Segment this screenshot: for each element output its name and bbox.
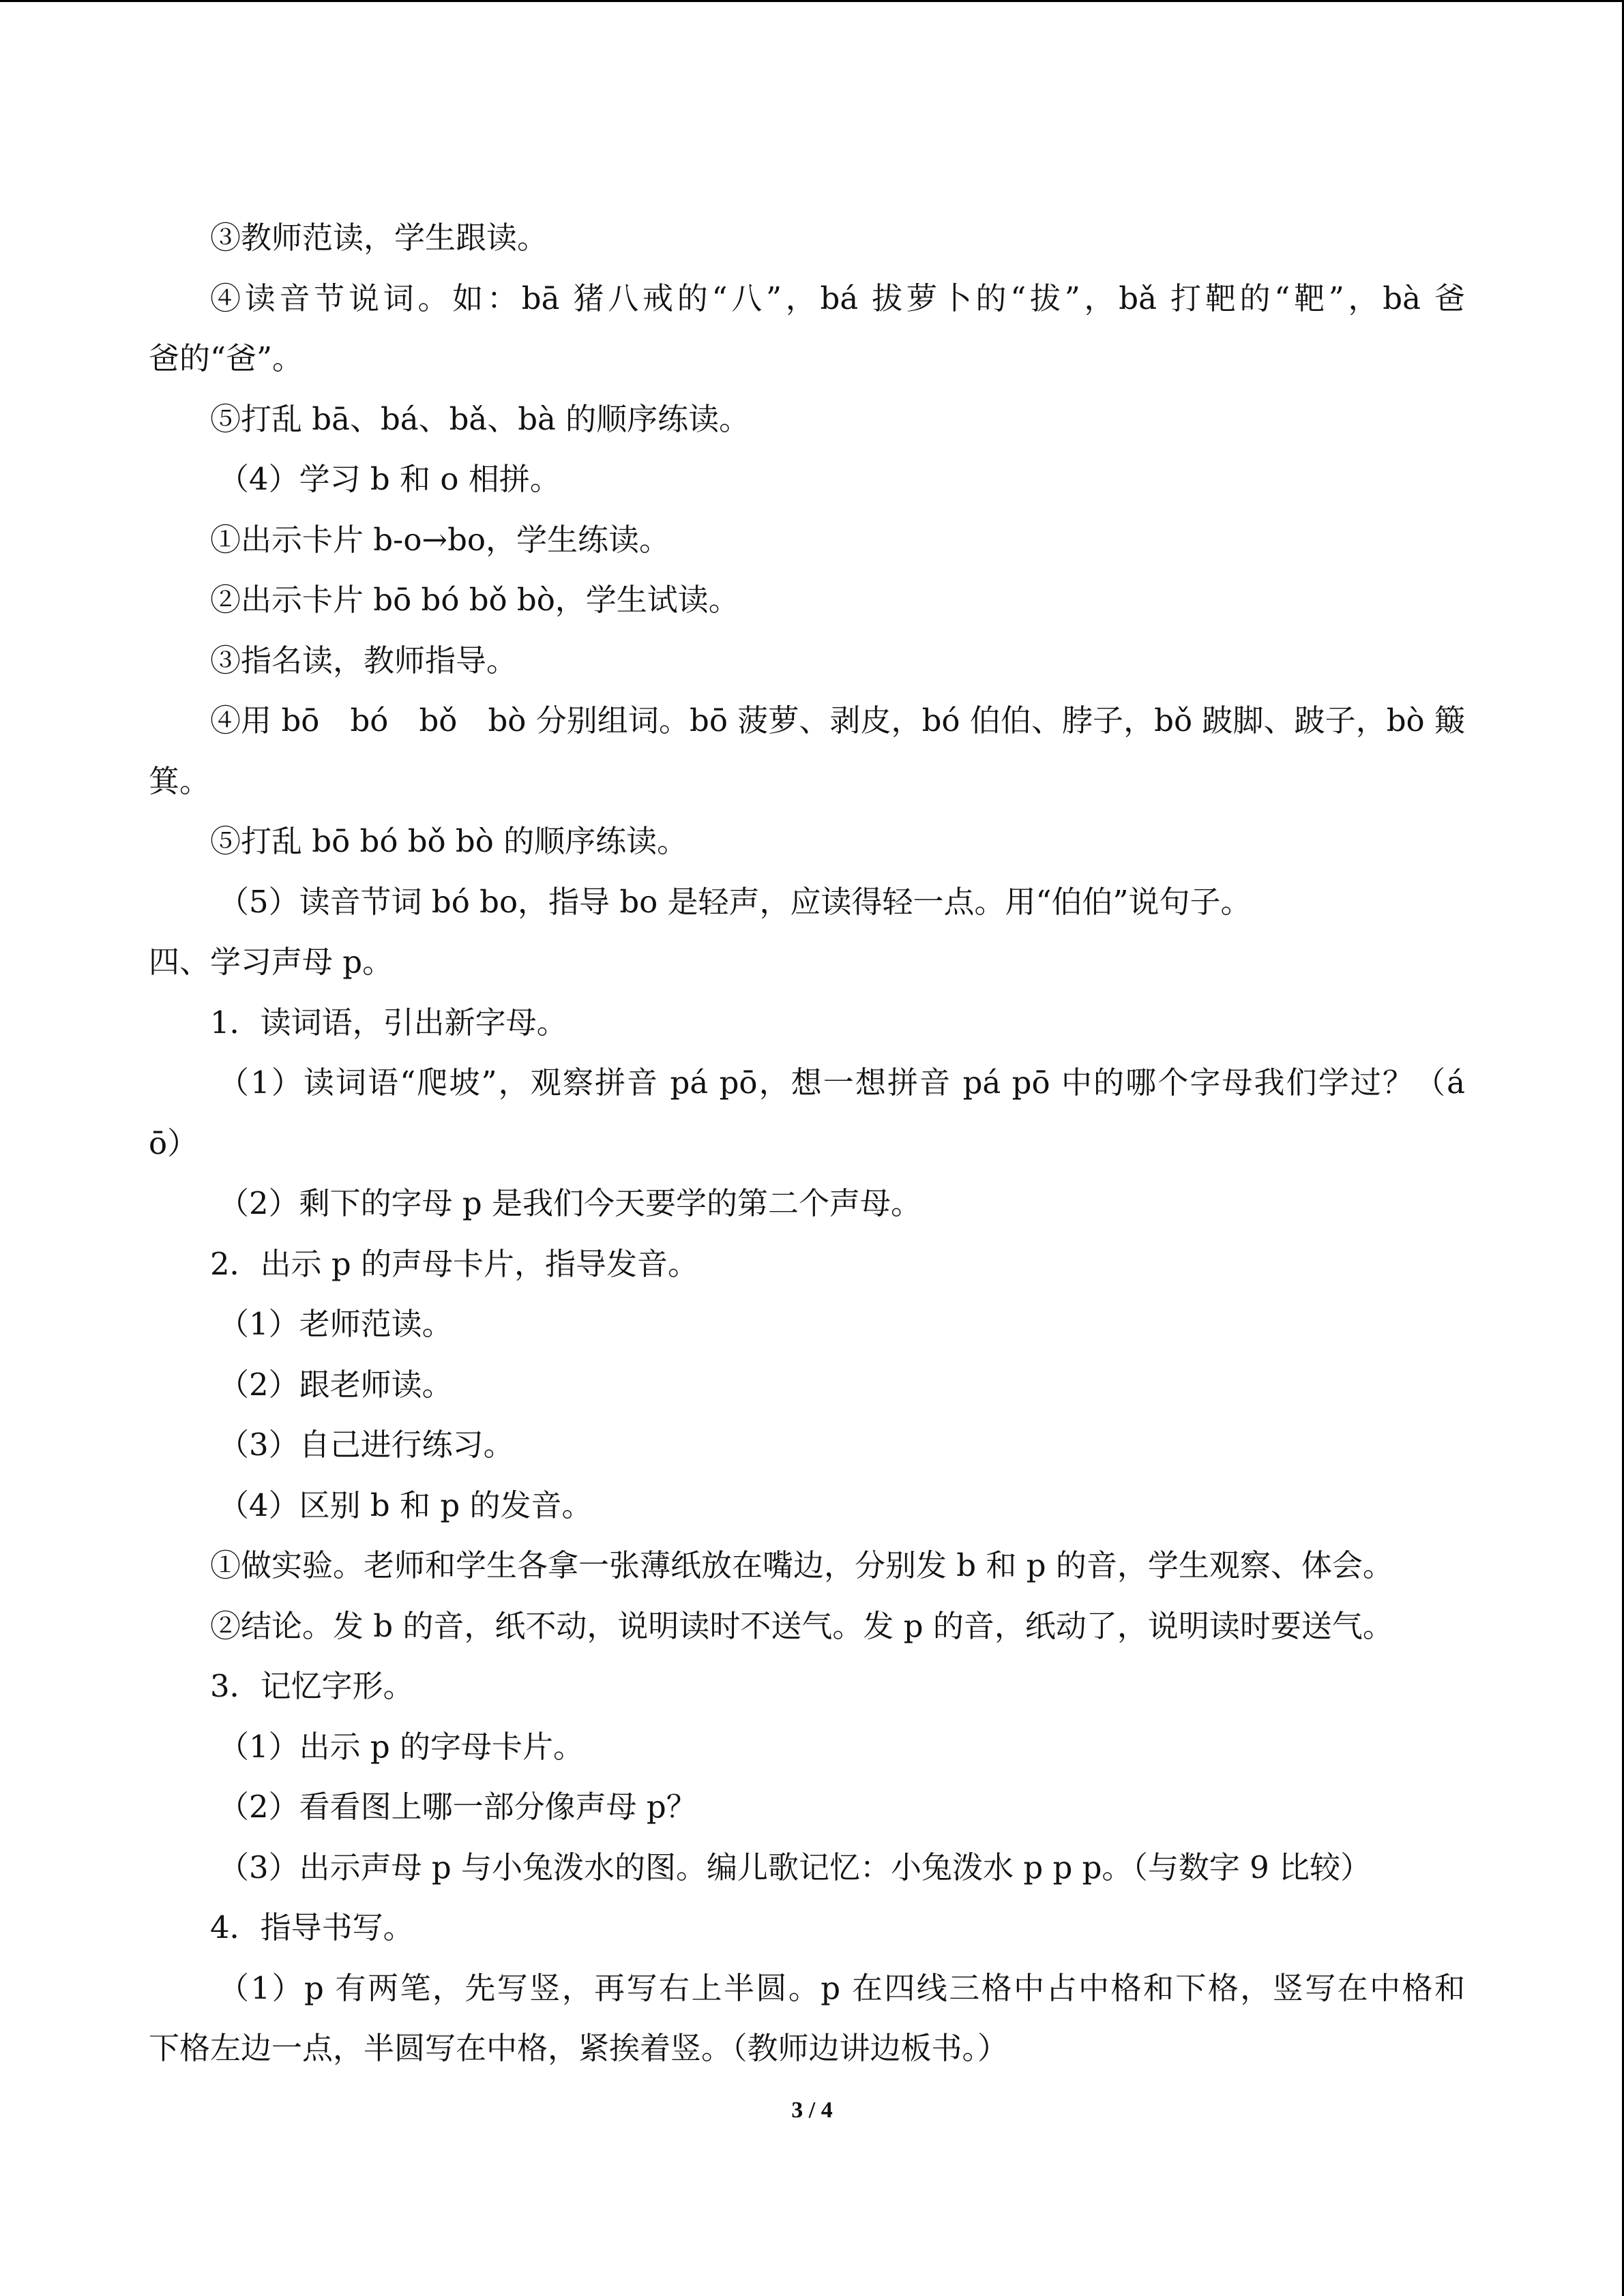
text-line: 箕。 bbox=[149, 762, 211, 799]
text-line: ō） bbox=[149, 1124, 198, 1161]
text-line: ④读音节说词。如：bā 猪八戒的“八”，bá 拔萝卜的“拔”，bǎ 打靶的“靶”，bà 爸 bbox=[210, 280, 1465, 316]
text-line: （4）区别 b 和 p 的发音。 bbox=[218, 1487, 593, 1523]
text-line: （2）看看图上哪一部分像声母 p？ bbox=[218, 1789, 697, 1825]
text-line: （3）出示声母 p 与小兔泼水的图。编儿歌记忆：小兔泼水 p p p。（与数字 9 比较） bbox=[218, 1849, 1372, 1885]
text-line: 四、学习声母 p。 bbox=[149, 944, 394, 980]
text-line: （2）剩下的字母 p 是我们今天要学的第二个声母。 bbox=[218, 1185, 922, 1221]
body-text bbox=[149, 208, 1465, 2079]
text-line: ③教师范读，学生跟读。 bbox=[210, 220, 548, 256]
text-line: ⑤打乱 bā、bá、bǎ、bà 的顺序练读。 bbox=[210, 400, 750, 437]
text-line: （1）p 有两笔，先写竖，再写右上半圆。p 在四线三格中占中格和下格，竖写在中格和 bbox=[218, 1969, 1465, 2006]
text-line: （1）读词语“爬坡”，观察拼音 pá pō，想一想拼音 pá pō 中的哪个字母我们学过？（á bbox=[218, 1064, 1465, 1101]
text-line: 爸的“爸”。 bbox=[149, 340, 304, 376]
text-line: （1）老师范读。 bbox=[218, 1306, 453, 1342]
text-line: ②结论。发 b 的音，纸不动，说明读时不送气。发 p 的音，纸动了，说明读时要送气。 bbox=[210, 1607, 1393, 1644]
text-line: ④用 bō bó bǒ bò 分别组词。bō 菠萝、剥皮，bó 伯伯、脖子，bǒ 跛脚、跛子，bò 簸 bbox=[210, 702, 1465, 739]
text-line: 2．出示 p 的声母卡片，指导发音。 bbox=[210, 1245, 699, 1282]
text-line: ①做实验。老师和学生各拿一张薄纸放在嘴边，分别发 b 和 p 的音，学生观察、体会。 bbox=[210, 1547, 1393, 1583]
text-line: （1）出示 p 的字母卡片。 bbox=[218, 1728, 585, 1765]
text-line: 下格左边一点，半圆写在中格，紧挨着竖。（教师边讲边板书。） bbox=[149, 2030, 1009, 2066]
page-number: 3 / 4 bbox=[791, 2098, 833, 2123]
text-line: ②出示卡片 bō bó bǒ bò，学生试读。 bbox=[210, 582, 739, 618]
text-line: 3．记忆字形。 bbox=[210, 1668, 414, 1704]
text-line: 4．指导书写。 bbox=[210, 1909, 414, 1945]
text-line: （2）跟老师读。 bbox=[218, 1366, 453, 1403]
text-line: ③指名读，教师指导。 bbox=[210, 642, 518, 679]
text-line: （4）学习 b 和 o 相拼。 bbox=[218, 461, 561, 497]
top-border bbox=[0, 0, 1624, 2]
text-line: 1．读词语，引出新字母。 bbox=[210, 1004, 567, 1041]
text-line: （3）自己进行练习。 bbox=[218, 1427, 514, 1463]
text-line: （5）读音节词 bó bo，指导 bo 是轻声，应读得轻一点。用“伯伯”说句子。 bbox=[218, 883, 1252, 920]
text-line: ①出示卡片 b-o→bo，学生练读。 bbox=[210, 521, 670, 558]
text-line: ⑤打乱 bō bó bǒ bò 的顺序练读。 bbox=[210, 823, 688, 859]
